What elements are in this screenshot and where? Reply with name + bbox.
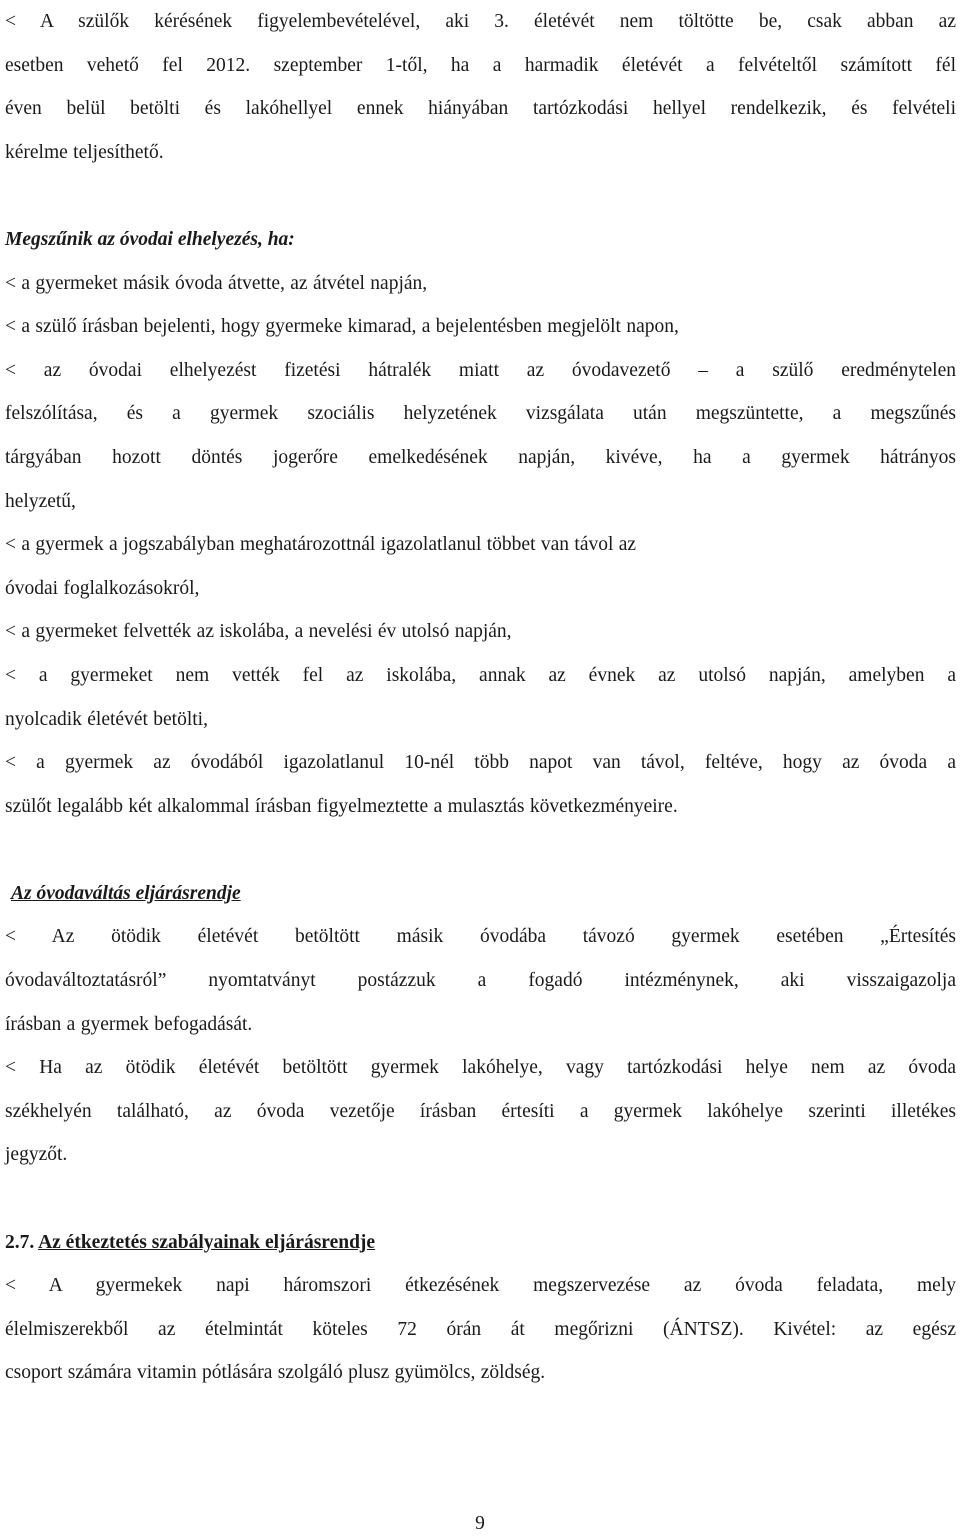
text-line: nyolcadik életévét betölti, bbox=[5, 708, 208, 730]
spacer bbox=[5, 828, 956, 872]
text-line: < Ha az ötödik életévét betöltött gyermek lakóhelye, vagy tartózkodási helye nem az óvoda bbox=[5, 1057, 956, 1079]
text-line: < a gyermek a jogszabályban meghatározottnál igazolatlanul többet van távol az bbox=[5, 534, 637, 556]
text-line: szülőt legalább két alkalommal írásban figyelmeztette a mulasztás következményeire. bbox=[5, 795, 678, 817]
text-line: < Az ötödik életévét betöltött másik óvodába távozó gyermek esetében „Értesítés bbox=[5, 926, 956, 948]
text-line: < a gyermeket másik óvoda átvette, az átvétel napján, bbox=[5, 272, 428, 294]
text-line: esetben vehető fel 2012. szeptember 1-től, ha a harmadik életévét a felvételtől számított fél bbox=[5, 54, 956, 76]
text-line: élelmiszerekből az ételmintát köteles 72 órán át megőrizni (ÁNTSZ). Kivétel: az egész bbox=[5, 1318, 956, 1340]
spacer bbox=[5, 174, 956, 218]
text-line: kérelme teljesíthető. bbox=[5, 141, 164, 163]
text-line: helyzetű, bbox=[5, 490, 76, 512]
text-line: jegyzőt. bbox=[5, 1144, 68, 1166]
text-line: óvodaváltoztatásról” nyomtatványt postázzuk a fogadó intézménynek, aki visszaigazolja bbox=[5, 970, 956, 992]
spacer bbox=[5, 1177, 956, 1221]
text-line: tárgyában hozott döntés jogerőre emelkedésének napján, kivéve, ha a gyermek hátrányos bbox=[5, 446, 956, 468]
text-line: < a szülő írásban bejelenti, hogy gyermeke kimarad, a bejelentésben megjelölt napon, bbox=[5, 316, 679, 338]
text-line: < A szülők kérésének figyelembevételével, aki 3. életévét nem töltötte be, csak abban az bbox=[5, 11, 956, 32]
text-line: < a gyermek az óvodából igazolatlanul 10-nél több napot van távol, feltéve, hogy az óvoda a bbox=[5, 752, 956, 774]
text-line: írásban a gyermek befogadását. bbox=[5, 1013, 253, 1035]
text-line: éven belül betölti és lakóhellyel ennek hiányában tartózkodási hellyel rendelkezik, és felvételi bbox=[5, 98, 956, 120]
section-number: 2.7. bbox=[5, 1231, 35, 1253]
catering-section bbox=[5, 1221, 956, 1395]
section-heading bbox=[5, 1221, 956, 1265]
text-line: < A gyermekek napi háromszori étkezésének megszervezése az óvoda feladata, mely bbox=[5, 1275, 956, 1297]
top-paragraph bbox=[5, 0, 956, 174]
text-line: felszólítása, és a gyermek szociális helyzetének vizsgálata után megszüntette, a megszűnés bbox=[5, 403, 956, 425]
text-line: óvodai foglalkozásokról, bbox=[5, 577, 200, 599]
page-number: 9 bbox=[475, 1513, 485, 1534]
section-title: Az étkeztetés szabályainak eljárásrendje bbox=[38, 1231, 376, 1253]
text-line: csoport számára vitamin pótlására szolgáló plusz gyümölcs, zöldség. bbox=[5, 1362, 546, 1384]
transfer-section bbox=[5, 872, 956, 1177]
section-heading: Megszűnik az óvodai elhelyezés, ha: bbox=[5, 228, 295, 250]
section-heading: Az óvodaváltás eljárásrendje bbox=[11, 882, 241, 904]
text-line: < a gyermeket nem vették fel az iskolába, annak az évnek az utolsó napján, amelyben a bbox=[5, 664, 956, 686]
text-line: < az óvodai elhelyezést fizetési hátralék miatt az óvodavezető – a szülő eredménytelen bbox=[5, 359, 956, 381]
termination-section bbox=[5, 218, 956, 828]
text-line: székhelyén található, az óvoda vezetője írásban értesíti a gyermek lakóhelye szerinti illetékes bbox=[5, 1100, 956, 1122]
text-line: < a gyermeket felvették az iskolába, a nevelési év utolsó napján, bbox=[5, 621, 512, 643]
document-page bbox=[5, 0, 956, 1395]
